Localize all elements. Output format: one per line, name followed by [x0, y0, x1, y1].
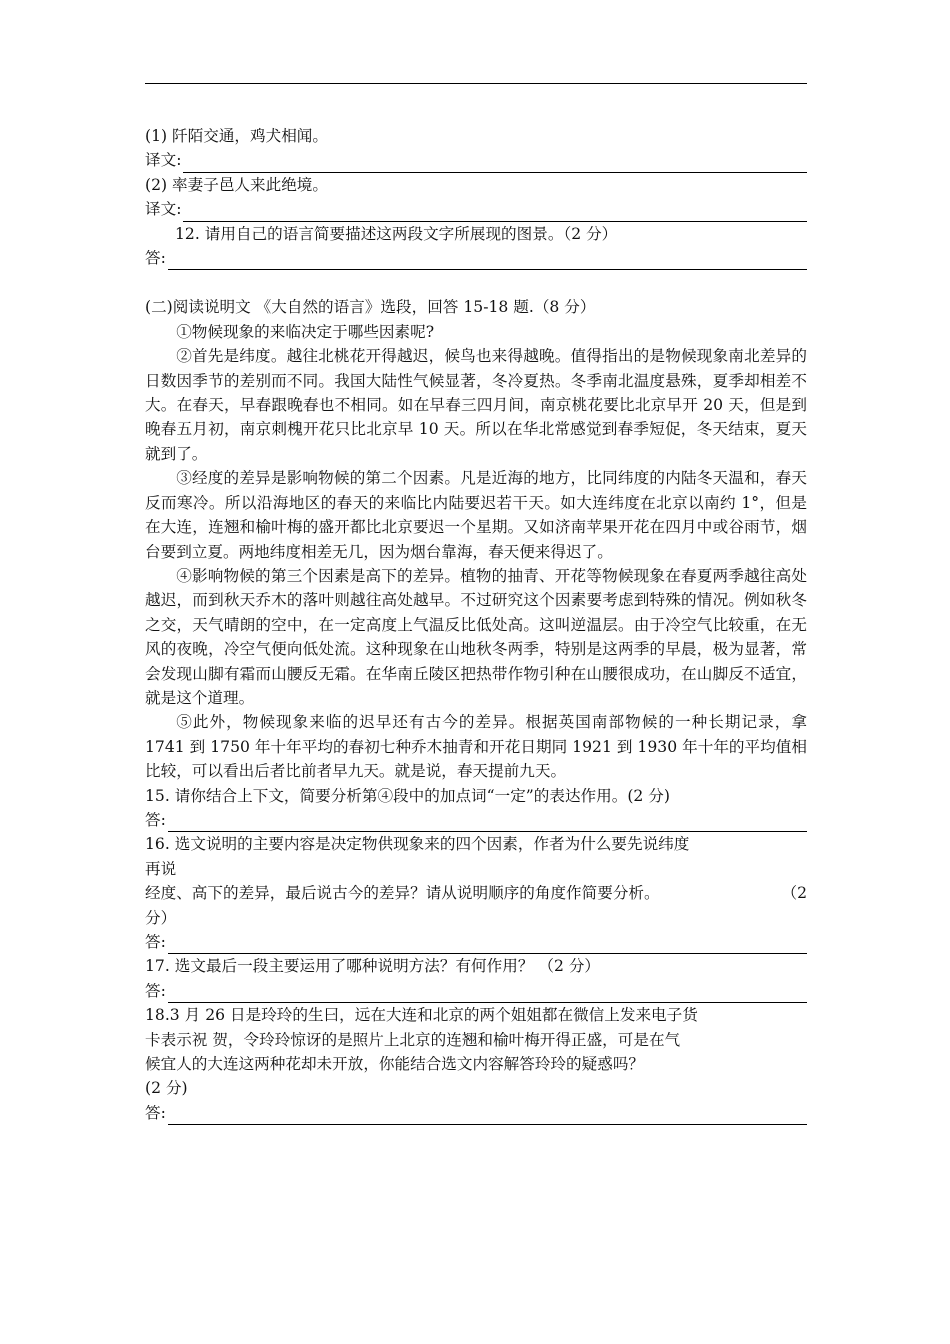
reading-passage — [145, 320, 807, 784]
translation-label: 译文: — [145, 151, 182, 170]
answer-label: 答: — [145, 810, 166, 829]
answer-label: 答: — [145, 933, 166, 951]
paragraph-5: ⑤此外，物候现象来临的迟早还有古今的差异。根据英国南部物候的一种长期记录，拿 1741 到 1750 年十年平均的春初七种乔木抽青和开花日期同 1921 到 1930 年十年的平均值相比较，可以看出后者比前者早九天。就是说，春天提前九天。 — [145, 713, 807, 781]
question-18-score: (2 分) — [145, 1079, 188, 1098]
question-15-answer — [145, 808, 807, 832]
question-16-line-1: 16. 选文说明的主要内容是决定物供现象来的四个因素，作者为什么要先说纬度 — [145, 835, 690, 854]
question-16-score: （2 — [781, 884, 807, 903]
question-18-line-1: 18.3 月 26 日是玲玲的生曰，远在大连和北京的两个姐姐都在微信上发来电子货 — [145, 1006, 698, 1025]
answer-blank[interactable] — [168, 936, 807, 954]
question-18-line-2: 卡表示祝 贺，令玲玲惊讶的是照片上北京的连翘和榆叶梅开得正盛，可是在气 — [145, 1030, 681, 1049]
question-16-text: 经度、高下的差异，最后说古今的差异？请从说明顺序的角度作简要分析。 — [145, 884, 660, 903]
question-15: 15. 请你结合上下文，简要分析第④段中的加点词“一定”的表达作用。(2 分) — [145, 786, 670, 805]
question-16-line-3 — [145, 881, 807, 905]
page-content — [145, 124, 807, 1125]
translation-answer-1 — [145, 148, 807, 172]
answer-blank[interactable] — [168, 252, 807, 270]
answer-label: 答: — [145, 1103, 166, 1122]
paragraph-3: ③经度的差异是影响物候的第二个因素。凡是近海的地方，比同纬度的内陆冬天温和，春天反而寒冷。所以沿海地区的春天的来临比内陆要迟若干天。如大连纬度在北京以南约 1°，但是在大连，连翘和榆叶梅的盛开都比北京要迟一个星期。又如济南苹果开花在四月中或谷雨节，烟台要到立夏。两地纬度相差无几，因为烟台靠海，春天便来得迟了。 — [145, 469, 807, 561]
question-18-answer — [145, 1101, 807, 1125]
question-16-answer — [145, 930, 807, 954]
question-17-answer — [145, 979, 807, 1003]
question-18-line-3: 候宜人的大连这两种花却未开放，你能结合选文内容解答玲玲的疑惑吗？ — [145, 1055, 645, 1074]
question-16-line-2: 再说 — [145, 859, 177, 878]
question-17: 17. 选文最后一段主要运用了哪种说明方法？有何作用？ （2 分） — [145, 957, 601, 976]
answer-blank[interactable] — [183, 204, 807, 222]
translation-answer-2 — [145, 197, 807, 221]
answer-blank[interactable] — [183, 155, 807, 173]
question-12: 12. 请用自己的语言简要描述这两段文字所展现的图景。（2 分） — [175, 224, 618, 243]
answer-label: 答: — [145, 249, 166, 268]
sentence-1: (1) 阡陌交通，鸡犬相闻。 — [145, 127, 328, 145]
section-heading: (二)阅读说明文 《大自然的语言》选段，回答 15-18 题.（8 分） — [145, 298, 596, 317]
answer-blank[interactable] — [168, 814, 807, 832]
paragraph-4: ④影响物候的第三个因素是高下的差异。植物的抽青、开花等物候现象在春夏两季越往高处越迟，而到秋天乔木的落叶则越往高处越早。不过研究这个因素要考虑到特殊的情况。例如秋冬之交，天气晴朗的空中，在一定高度上气温反比低处高。这叫逆温层。由于冷空气比较重，在无风的夜晚，冷空气便向低处流。这种现象在山地秋冬两季，特别是这两季的早晨，极为显著，常会发现山脚有霜而山腰反无霜。在华南丘陵区把热带作物引种在山腰很成功，在山脚反不适宜，就是这个道理。 — [145, 566, 807, 707]
answer-label: 答: — [145, 981, 166, 1000]
translation-label: 译文: — [145, 200, 182, 219]
answer-blank[interactable] — [168, 1107, 807, 1125]
question-16-score-cont: 分） — [145, 908, 177, 927]
paragraph-2: ②首先是纬度。越往北桃花开得越迟，候鸟也来得越晚。值得指出的是物候现象南北差异的日数因季节的差别而不同。我国大陆性气候显著，冬冷夏热。冬季南北温度悬殊，夏季却相差不大。在春天，早春跟晚春也不相同。如在早春三四月间，南京桃花要比北京早开 20 天，但是到晚春五月初，南京刺槐开花只比北京早 10 天。所以在华北常感觉到春季短促，冬天结束，夏天就到了。 — [145, 347, 807, 463]
paragraph-1: ①物候现象的来临决定于哪些因素呢? — [176, 322, 435, 341]
sentence-2: (2) 率妻子邑人来此绝境。 — [145, 175, 328, 194]
answer-blank[interactable] — [168, 985, 807, 1003]
header-rule — [145, 83, 807, 84]
question-12-answer — [145, 246, 807, 270]
